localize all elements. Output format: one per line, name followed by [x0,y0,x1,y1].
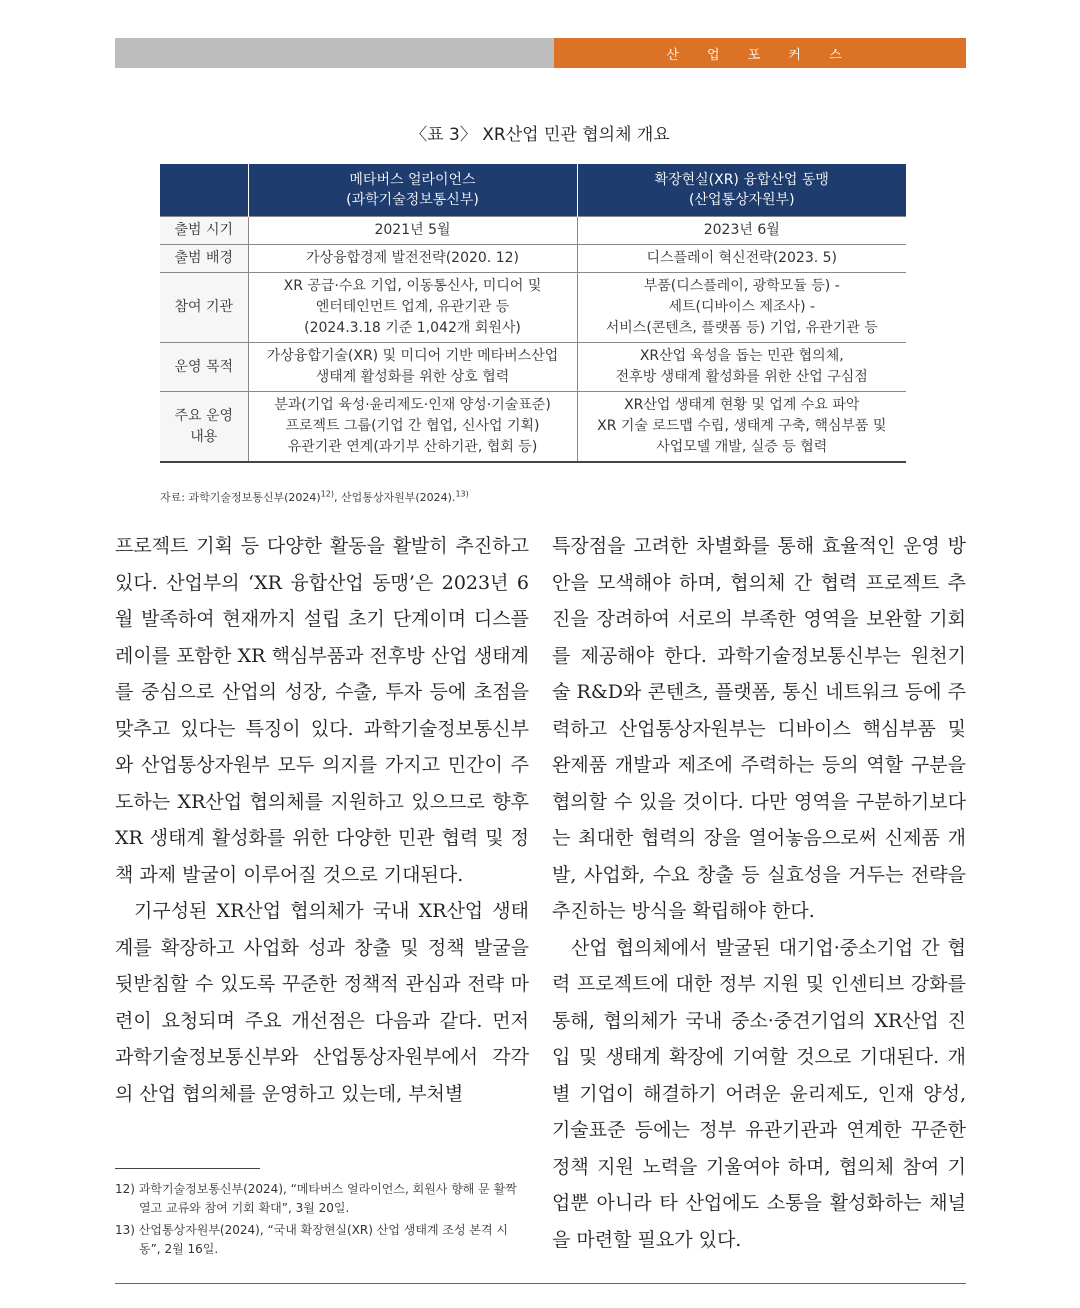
right-cell-line: 부품(디스플레이, 광학모듈 등) - [643,278,840,294]
table-header-row [160,164,906,217]
left-org-name: 메타버스 얼라이언스 [349,172,476,188]
body-paragraph: 특장점을 고려한 차별화를 통해 효율적인 운영 방안을 모색해야 하며, 협의체 간 협력 프로젝트 추진을 장려하여 서로의 부족한 영역을 보완할 기회를 제공해야 한다. 과학기술정보통신부는 원천기술 R&D와 콘텐츠, 플랫폼, 통신 네트워크 등에 주력하고 산업통상자원부는 디바이스 핵심부품 및 완제품 개발과 제조에 주력하는 등의 역할 구분을 협의할 수 있을 것이다. 다만 영역을 구분하기보다는 최대한 협력의 장을 열어놓음으로써 신제품 개발, 사업화, 수요 창출 등 실효성을 거두는 전략을 추진하는 방식을 확립해야 한다. [552,535,966,922]
table-row [160,273,906,343]
left-cell-line: 가상융합기술(XR) 및 미디어 기반 메타버스산업 [266,348,559,364]
right-cell-line: XR 기술 로드맵 수립, 생태계 구축, 핵심부품 및 [597,418,887,434]
right-cell-line: 디스플레이 혁신전략(2023. 5) [646,250,838,266]
right-cell-line: 전후방 생태계 활성화를 위한 산업 구심점 [615,369,868,385]
left-cell-line: 분과(기업 육성·윤리제도·인재 양성·기술표준) [274,397,551,413]
footnotes [115,1180,529,1262]
row-label-line: 주요 운영 [174,407,234,424]
footnote-rule [115,1168,260,1169]
left-cell [248,273,577,343]
table-row [160,392,906,463]
left-cell [248,392,577,463]
overview-table [160,164,906,463]
left-cell-line: 유관기관 연계(과기부 산하기관, 협회 등) [287,439,538,455]
source-middle: , 산업통상자원부(2024). [333,491,456,504]
right-cell [577,392,906,463]
table-body [160,217,906,463]
right-cell [577,343,906,392]
right-org-name: 확장현실(XR) 융합산업 동맹 [654,172,829,188]
row-label-line: 출범 배경 [174,250,234,266]
right-cell-line: 서비스(콘텐츠, 플랫폼 등) 기업, 유관기관 등 [605,320,878,336]
right-cell-line: 세트(디바이스 제조사) - [668,299,816,315]
left-cell-line: 가상융합경제 발전전략(2020. 12) [306,250,519,266]
table-header-left [248,164,577,217]
header-bar [115,38,966,68]
right-cell [577,217,906,245]
body-paragraph: 프로젝트 기획 등 다양한 활동을 활발히 추진하고 있다. 산업부의 ‘XR 융합산업 동맹’은 2023년 6월 발족하여 현재까지 설립 초기 단계이며 디스플레이를 포함한 XR 핵심부품과 전후방 산업 생태계를 중심으로 산업의 성장, 수출, 투자 등에 초점을 맞추고 있다는 특징이 있다. 과학기술정보통신부와 산업통상자원부 모두 의지를 가지고 민간이 주도하는 XR산업 협의체를 지원하고 있으므로 향후 XR 생태계 활성화를 위한 다양한 민관 협력 및 정책 과제 발굴이 이루어질 것으로 기대된다. [115,535,529,886]
right-cell-line: XR산업 생태계 현황 및 업계 수요 파악 [624,397,860,413]
left-cell-line: (2024.3.18 기준 1,042개 회원사) [304,320,521,336]
left-cell [248,245,577,273]
left-org-ministry: (과학기술정보통신부) [346,192,479,208]
body-paragraph: 산업 협의체에서 발굴된 대기업·중소기업 간 협력 프로젝트에 대한 정부 지원 및 인센티브 강화를 통해, 협의체가 국내 중소·중견기업의 XR산업 진입 및 생태계 확장에 기여할 것으로 기대된다. 개별 기업이 해결하기 어려운 윤리제도, 인재 양성, 기술표준 등에는 정부 유관기관과 연계한 꾸준한 정책 지원 노력을 기울여야 하며, 협의체 참여 기업뿐 아니라 타 산업에도 소통을 활성화하는 채널을 마련할 필요가 있다. [552,936,966,1251]
footnote: 13) 산업통상자원부(2024), “국내 확장현실(XR) 산업 생태계 조성 본격 시동”, 2월 16일. [115,1223,508,1256]
left-cell-line: 프로젝트 그룹(기업 간 협업, 신사업 기획) [285,418,540,434]
section-label: 산 업 포 커 스 [554,38,966,68]
source-ref-12: 12) [320,489,334,499]
table-row [160,217,906,245]
left-cell [248,217,577,245]
right-cell-line: XR산업 육성을 돕는 민관 협의체, [639,348,844,364]
left-cell [248,343,577,392]
table-source [160,489,469,505]
left-cell-line: XR 공급·수요 기업, 이동통신사, 미디어 및 [283,278,542,294]
header-gray-block [115,38,554,68]
row-label [160,392,248,463]
row-label-line: 운영 목적 [174,358,234,375]
right-cell-line: 사업모델 개발, 실증 등 협력 [656,439,828,455]
body-paragraph: 기구성된 XR산업 협의체가 국내 XR산업 생태계를 확장하고 사업화 성과 창출 및 정책 발굴을 뒷받침할 수 있도록 꾸준한 정책적 관심과 전략 마련이 요청되며 주요 개선점은 다음과 같다. 먼저 과학기술정보통신부와 산업통상자원부에서 각각의 산업 협의체를 운영하고 있는데, 부처별 [115,900,529,1105]
right-cell [577,245,906,273]
row-label-line: 출범 시기 [174,222,234,238]
body-column-left [115,528,529,1112]
row-label-line: 내용 [190,428,218,445]
table-row [160,343,906,392]
body-column-right [552,528,966,1258]
left-cell-line: 2021년 5월 [374,222,451,238]
row-label-line: 참여 기관 [174,299,234,315]
source-prefix: 자료: 과학기술정보통신부(2024) [160,491,321,504]
left-cell-line: 엔터테인먼트 업계, 유관기관 등 [315,299,510,315]
table-header-empty [160,164,248,217]
row-label [160,245,248,273]
bottom-rule [115,1283,966,1284]
right-cell [577,273,906,343]
table-row [160,245,906,273]
row-label [160,273,248,343]
table-title: 〈표 3〉 XR산업 민관 협의체 개요 [410,125,670,145]
footnote: 12) 과학기술정보통신부(2024), “메타버스 얼라이언스, 회원사 향해 문 활짝 열고 교류와 참여 기회 확대”, 3월 20일. [115,1182,517,1215]
right-cell-line: 2023년 6월 [703,222,780,238]
row-label [160,343,248,392]
table-header-right [577,164,906,217]
right-org-ministry: (산업통상자원부) [688,192,795,208]
left-cell-line: 생태계 활성화를 위한 상호 협력 [315,369,510,385]
row-label [160,217,248,245]
source-ref-13: 13) [455,489,469,499]
